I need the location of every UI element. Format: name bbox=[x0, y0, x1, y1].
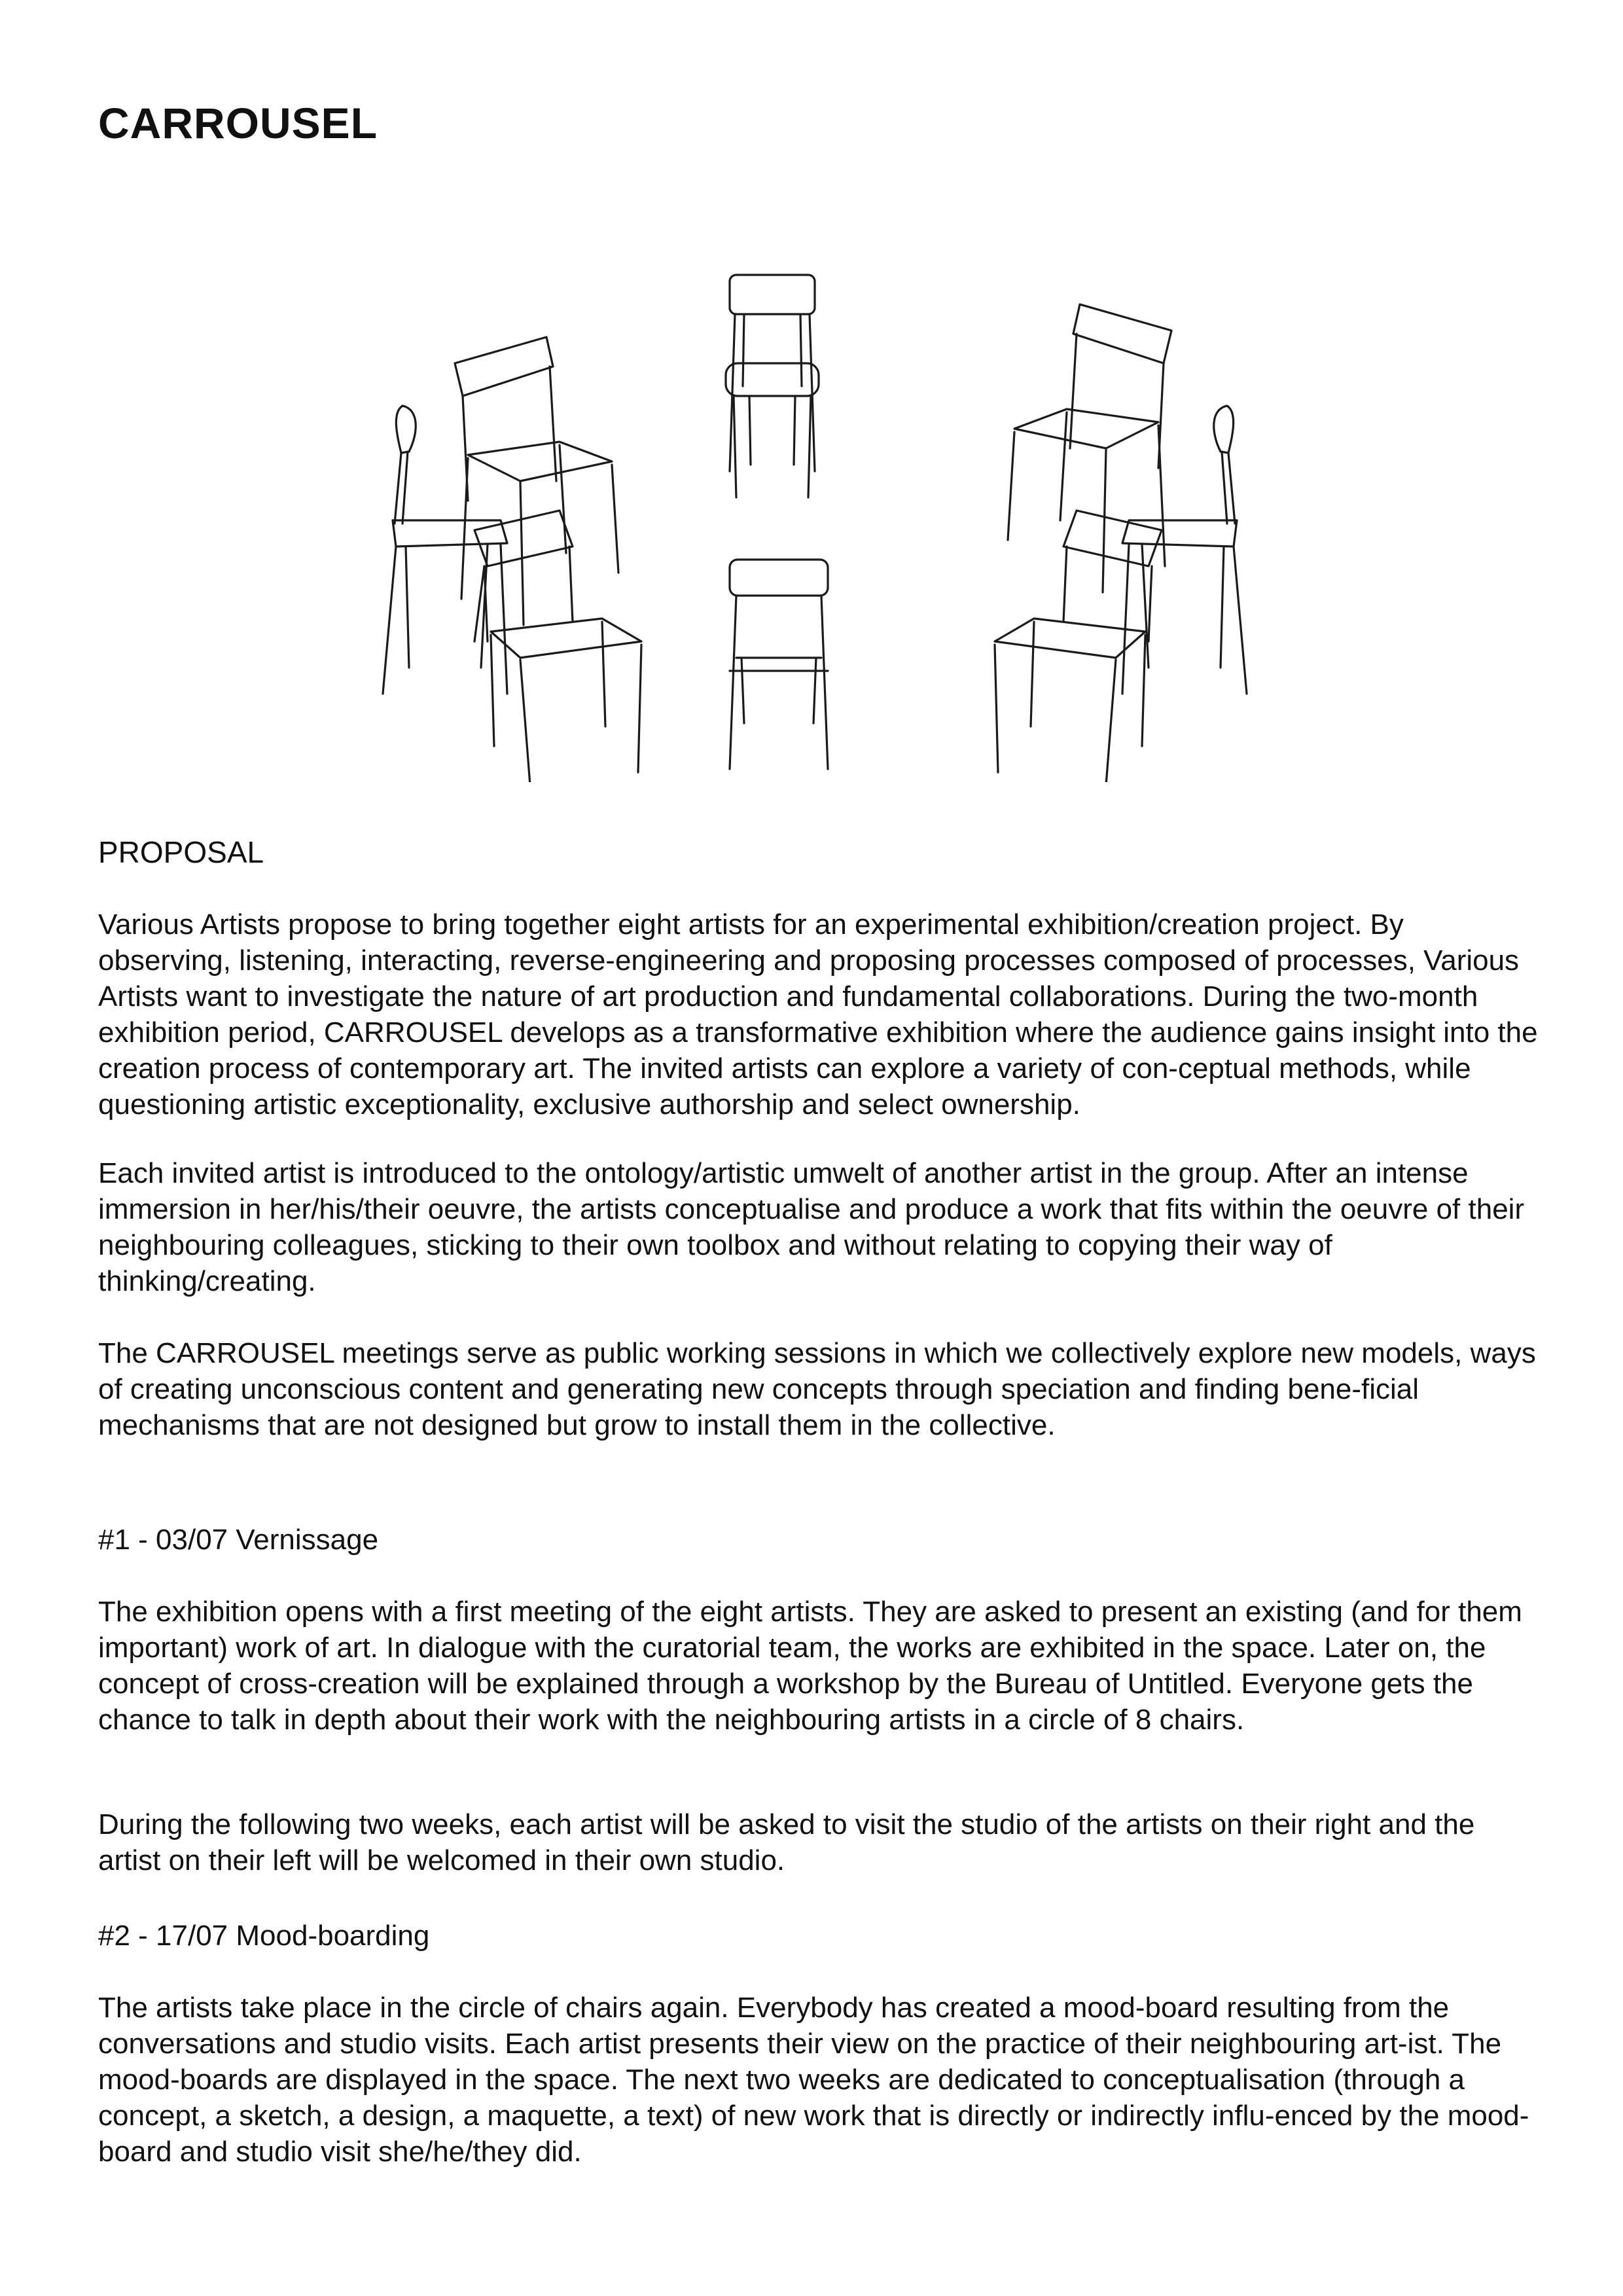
chair-far-right bbox=[1122, 406, 1247, 694]
meeting-1-heading: #1 - 03/07 Vernissage bbox=[98, 1524, 379, 1556]
chair-lower-right bbox=[995, 511, 1162, 782]
document-title: CARROUSEL bbox=[98, 99, 378, 147]
chair-far-left bbox=[383, 406, 507, 694]
proposal-heading: PROPOSAL bbox=[98, 835, 264, 869]
proposal-paragraph-2: Each invited artist is introduced to the ontology/artistic umwelt of another artist in the group. After an intense immersion in her/his/their oeuvre, the artists conceptualise and produce a work that fits within the oeuvre of their neighbouring colleagues, sticking to their own toolbox and without relating to copying their way of thinking/creating. bbox=[98, 1157, 1525, 1297]
meeting-2-heading: #2 - 17/07 Mood-boarding bbox=[98, 1920, 430, 1952]
meeting-2-paragraph-1: The artists take place in the circle of chairs again. Everybody has created a mood-board resulting from the conversations and studio visits. Each artist presents their view on the practice of their neighbouring art-ist. The mood-boards are displayed in the space. The next two weeks are dedicated to conceptualisation (through a concept, a sketch, a design, a maquette, a text) of new work that is directly or indirectly influ-enced by the mood-board and studio visit she/he/they did. bbox=[98, 1992, 1529, 2168]
chair-upper-right bbox=[1008, 304, 1171, 592]
chair-bottom-center bbox=[730, 560, 828, 769]
meeting-1-paragraph-1: The exhibition opens with a first meeting of the eight artists. They are asked to present an existing (and for them important) work of art. In dialogue with the curatorial team, the works are exhibited in the space. Later on, the concept of cross-creation will be explained through a workshop by the Bureau of Untitled. Everyone gets the chance to talk in depth about their work with the neighbouring artists in a circle of 8 chairs. bbox=[98, 1596, 1522, 1736]
proposal-paragraph-1: Various Artists propose to bring together eight artists for an experimental exhibition/creation project. By observing, listening, interacting, reverse-engineering and proposing processes composed of processes, Various Artists want to investigate the nature of art production and fundamental collaborations. During the two-month exhibition period, CARROUSEL develops as a transformative exhibition where the audience gains insight into the creation process of contemporary art. The invited artists can explore a variety of con-ceptual methods, while questioning artistic exceptionality, exclusive authorship and select ownership. bbox=[98, 908, 1538, 1121]
meeting-1-paragraph-2: During the following two weeks, each artist will be asked to visit the studio of the artists on their right and the artist on their left will be welcomed in their own studio. bbox=[98, 1808, 1475, 1876]
chairs-circle-illustration bbox=[366, 265, 1270, 782]
chair-upper-left bbox=[455, 337, 618, 625]
chairs-icon bbox=[366, 265, 1270, 782]
proposal-paragraph-3: The CARROUSEL meetings serve as public working sessions in which we collectively explore new models, ways of creating unconscious content and generating new concepts through speciation and finding bene-ficial mechanisms that are not designed but grow to install them in the collective. bbox=[98, 1337, 1536, 1441]
chair-top-center bbox=[726, 275, 819, 497]
